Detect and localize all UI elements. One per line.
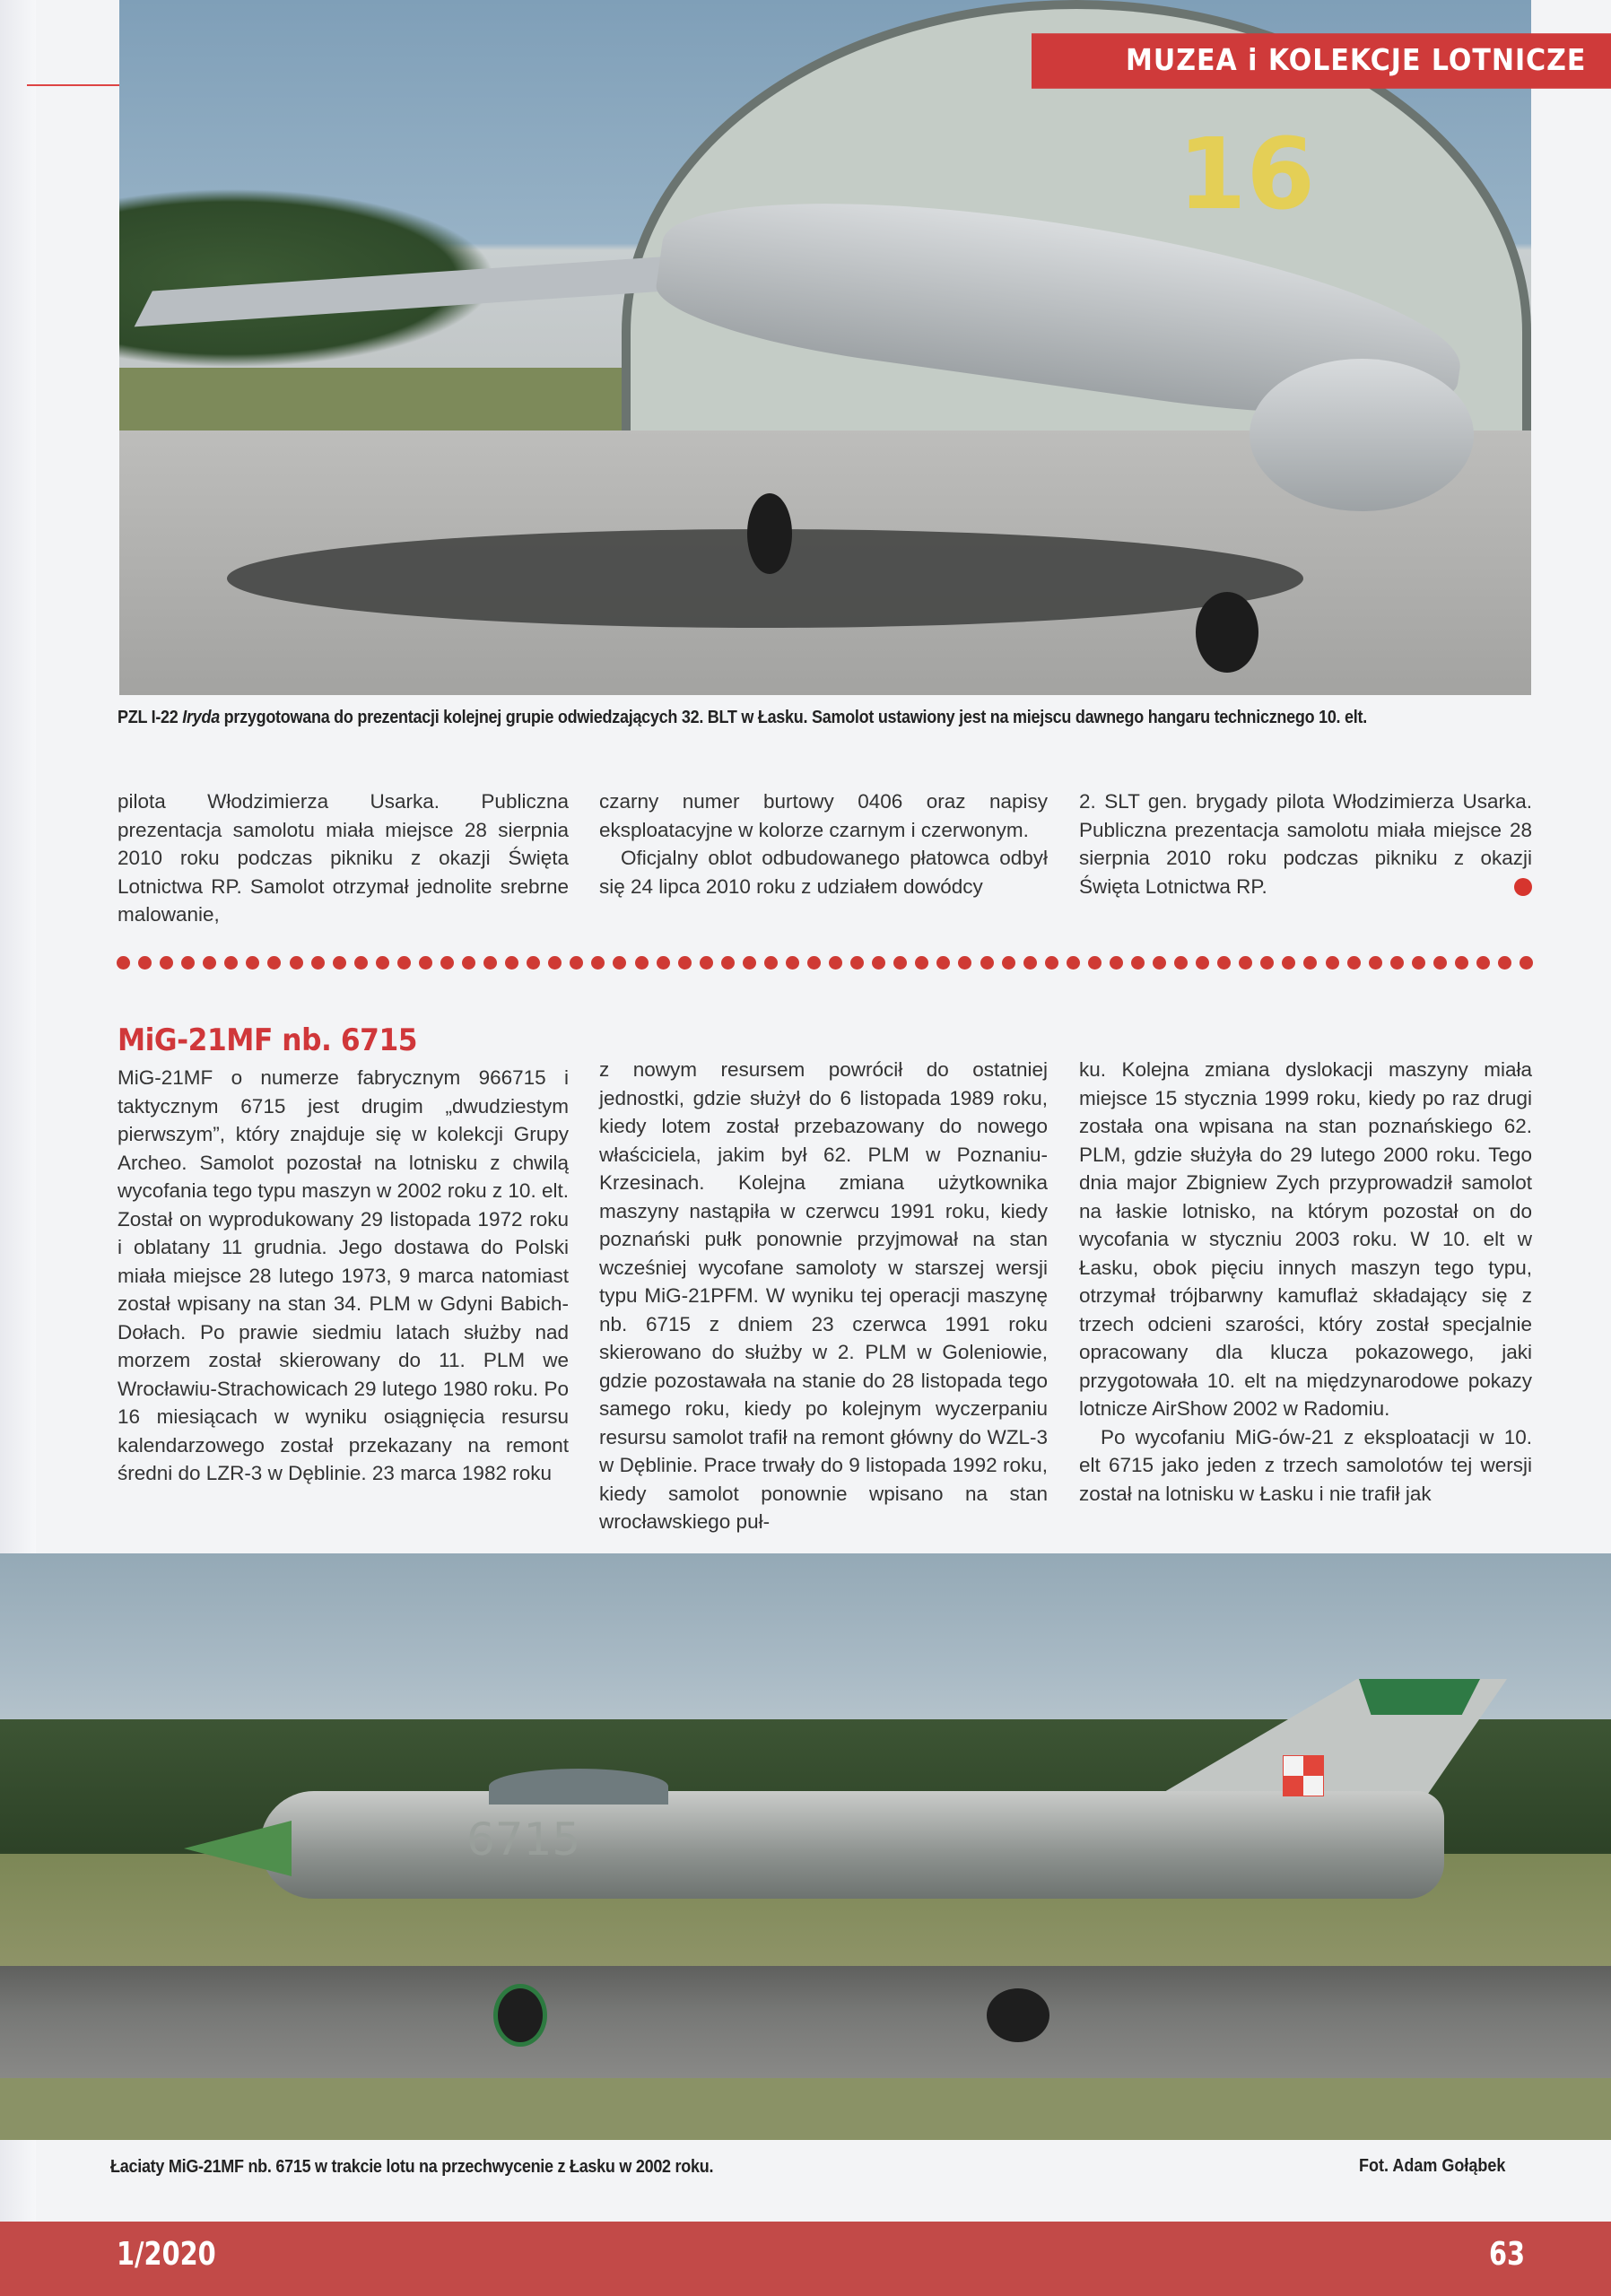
separator-dot-icon [1196,956,1209,970]
separator-dot-icon [657,956,670,970]
separator-dot-icon [1217,956,1231,970]
paragraph-text: 2. SLT gen. brygady pilota Włodzimierza Usarka. Publiczna prezentacja samolotu miała miejsce 28 sierpnia 2010 roku podczas pikniku z okazji Święta Lotnictwa RP. [1079,790,1532,898]
photo-foreground-grass [0,2078,1611,2140]
separator-dot-icon [1390,956,1404,970]
caption-prefix: PZL I-22 [118,708,183,727]
separator-dot-icon [548,956,562,970]
article-heading: MiG-21MF nb. 6715 [118,1022,418,1058]
separator-dot-icon [936,956,950,970]
separator-dot-icon [872,956,885,970]
separator-dot-icon [1002,956,1015,970]
aircraft-tail-number: 6715 [466,1813,581,1866]
photo-credit: Fot. Adam Gołąbek [1359,2156,1506,2176]
article-column-1 [118,1064,569,1488]
article-column-3 [1079,1056,1532,1508]
hangar-number: 16 [1178,117,1316,231]
photo-runway [0,1966,1611,2083]
separator-dot-icon [1088,956,1102,970]
bottom-photo-caption: Łaciaty MiG-21MF nb. 6715 w trakcie lotu na przechwycenie z Łasku w 2002 roku. [110,2157,714,2177]
separator-dot-icon [743,956,756,970]
caption-rest: przygotowana do prezentacji kolejnej grupie odwiedzających 32. BLT w Łasku. Samolot ustawiony jest na miejscu dawnego hangaru technicznego 10. elt. [219,708,1367,727]
separator-dot-icon [333,956,346,970]
separator-dot-icon [246,956,259,970]
separator-dot-icon [376,956,389,970]
separator-dot-icon [807,956,821,970]
aircraft-fuselage [260,1791,1444,1899]
separator-dot-icon [764,956,778,970]
separator-dot-icon [721,956,735,970]
paragraph: czarny numer burtowy 0406 oraz napisy eksploatacyjne w kolorze czarnym i czerwonym. [599,790,1048,841]
top-photo-caption [118,707,1538,729]
aircraft-main-wheel [747,493,792,574]
aircraft-nose [1250,359,1474,511]
separator-dot-icon [1067,956,1080,970]
separator-dot-icon [290,956,303,970]
paragraph: z nowym resursem powrócił do ostatniej jednostki, gdzie służył do 6 listopada 1989 roku, kiedy lotem został przebazowany do nowego właściciela, jakim był 62. PLM w Poznaniu-Krzesinach. Kolejna zmiana użytkownika maszyny nastąpiła w czerwcu 1991 roku, kiedy poznański pułk ponownie przyjmował na stan wcześniej wycofane samoloty w starszej wersji typu MiG-21PFM. W wyniku tej operacji maszynę nb. 6715 z dniem 23 czerwca 1991 roku skierowano do służby w 2. PLM w Goleniowie, gdzie pozostawała na stanie do 28 listopada tego samego roku, kiedy po kolejnym wyczerpaniu resursu samolot trafił na remont główny do WZL-3 w Dęblinie. Prace trwały do 9 listopada 1992 roku, kiedy samolot ponownie wpisano na stan wrocławskiego puł- [599,1058,1048,1533]
separator-dot-icon [829,956,842,970]
header-rule [27,84,121,86]
separator-dot-icon [505,956,518,970]
separator-dot-icon [1412,956,1425,970]
separator-dot-icon [678,956,692,970]
separator-dot-icon [1455,956,1468,970]
separator-dot-icon [893,956,907,970]
separator-dot-icon [1282,956,1295,970]
separator-dot-icon [980,956,994,970]
polish-chequer-icon [1283,1755,1324,1796]
paragraph [1079,787,1532,900]
caption-italic: Iryda [182,708,220,727]
separator-dot-icon [613,956,626,970]
paragraph: pilota Włodzimierza Usarka. Publiczna prezentacja samolotu miała miejsce 28 sierpnia 2010 roku podczas pikniku z okazji Święta Lotnictwa RP. Samolot otrzymał jednolite srebrne malowanie, [118,790,569,926]
separator-dot-icon [440,956,454,970]
separator-dot-icon [117,956,130,970]
issue-number: 1/2020 [117,2236,216,2273]
separator-dot-icon [958,956,971,970]
separator-dot-icon [1520,956,1533,970]
mig21-photo [0,1553,1611,2140]
iryda-photo [119,0,1531,695]
separator-dot-icon [138,956,152,970]
separator-dot-icon [419,956,432,970]
paragraph: Oficjalny oblot odbudowanego płatowca odbył się 24 lipca 2010 roku z udziałem dowódcy [599,847,1048,898]
separator-dot-icon [181,956,195,970]
paragraph: Po wycofaniu MiG-ów-21 z eksploatacji w 10. elt 6715 jako jeden z trzech samolotów tej wersji został na lotnisku w Łasku i nie trafił jak [1079,1425,1532,1505]
separator-dot-icon [1326,956,1339,970]
separator-dot-icon [267,956,281,970]
separator-dot-icon [1239,956,1252,970]
separator-dot-icon [160,956,173,970]
separator-dot-icon [483,956,497,970]
separator-dot-icon [1433,956,1447,970]
separator-dot-icon [786,956,799,970]
aircraft-nose-wheel [493,1984,547,2047]
footer-bar [0,2222,1611,2296]
aircraft-tail-tip [1359,1679,1480,1715]
aircraft-main-wheel [987,1988,1049,2042]
separator-dot-icon [224,956,238,970]
separator-dot-icon [1110,956,1123,970]
separator-dot-icon [203,956,216,970]
separator-dot-icon [1347,956,1361,970]
separator-dot-icon [1023,956,1037,970]
separator-dot-icon [1498,956,1511,970]
top-column-3 [1079,787,1532,900]
top-column-1 [118,787,569,929]
separator-dot-icon [915,956,928,970]
separator-dot-icon [1131,956,1145,970]
separator-dot-icon [1303,956,1317,970]
aircraft-canopy [489,1769,668,1805]
separator-dot-icon [1476,956,1490,970]
separator-dot-icon [462,956,475,970]
page-number: 63 [1489,2236,1526,2273]
dotted-separator [117,956,1534,970]
separator-dot-icon [397,956,411,970]
separator-dot-icon [1045,956,1058,970]
separator-dot-icon [1369,956,1382,970]
separator-dot-icon [850,956,864,970]
separator-dot-icon [354,956,368,970]
separator-dot-icon [635,956,649,970]
separator-dot-icon [1174,956,1188,970]
separator-dot-icon [311,956,325,970]
separator-dot-icon [1260,956,1274,970]
separator-dot-icon [527,956,540,970]
top-column-2 [599,787,1048,900]
paragraph: ku. Kolejna zmiana dyslokacji maszyny miała miejsce 15 stycznia 1999 roku, kiedy po raz drugi została ona wpisana na stan poznańskiego 62. PLM, gdzie służyła do 29 lutego 2000 roku. Tego dnia major Zbigniew Zych przyprowadził samolot na łaskie lotnisko, na którym pozostał on do wycofania w styczniu 2003 roku. W 10. elt w Łasku, obok pięciu innych maszyn tego typu, otrzymał trójbarwny kamuflaż składający się z trzech odcieni szarości, który został specjalnie opracowany dla klucza pokazowego, jaki przygotowała 10. elt na międzynarodowe pokazy lotnicze AirShow 2002 w Radomiu. [1079,1058,1532,1420]
article-column-2 [599,1056,1048,1536]
separator-dot-icon [700,956,713,970]
section-banner: MUZEA i KOLEKCJE LOTNICZE [1032,33,1611,89]
paragraph: MiG-21MF o numerze fabrycznym 966715 i taktycznym 6715 jest drugim „dwudziestym pierwszym”, który znajduje się w kolekcji Grupy Archeo. Samolot pozostał na lotnisku z chwilą wycofania tego typu maszyn w 2002 roku z 10. elt. Został on wyprodukowany 29 listopada 1972 roku i oblatany 11 grudnia. Jego dostawa do Polski miała miejsce 28 lutego 1973, 9 marca natomiast został wpisany na stan 34. PLM w Gdyni Babich-Dołach. Po prawie siedmiu latach służby nad morzem został skierowany do 11. PLM we Wrocławiu-Strachowicach 29 lutego 1980 roku. Po 16 miesiącach w wyniku osiągnięcia resursu kalendarzowego został przekazany na remont średni do LZR-3 w Dęblinie. 23 marca 1982 roku [118,1066,569,1484]
separator-dot-icon [1153,956,1166,970]
separator-dot-icon [591,956,605,970]
aircraft-nose-wheel [1196,592,1258,673]
end-of-article-dot-icon [1514,878,1532,896]
separator-dot-icon [570,956,583,970]
